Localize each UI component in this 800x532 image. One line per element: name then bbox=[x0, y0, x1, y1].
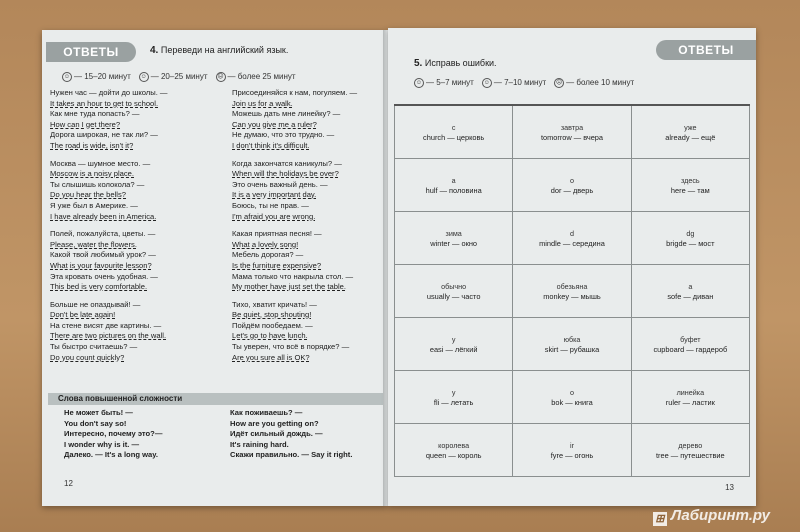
russian-line: Это очень важный день. — bbox=[232, 179, 328, 189]
table-cell bbox=[513, 159, 631, 212]
russian-line: Не думаю, что это трудно. — bbox=[232, 130, 335, 140]
english-line: Moscow is a noisy place. bbox=[50, 169, 134, 179]
left-page bbox=[42, 30, 387, 506]
russian-line: Ты уверен, что всё в порядке? — bbox=[232, 342, 350, 352]
table-cell bbox=[395, 105, 513, 159]
russian-line: Тихо, хватит кричать! — bbox=[232, 299, 317, 309]
translation-group bbox=[232, 229, 357, 293]
word-pair: ruler — ластик bbox=[665, 397, 715, 407]
table-cell bbox=[631, 159, 749, 212]
russian-line: Ты быстро считаешь? — bbox=[50, 342, 138, 352]
english-line: The road is wide, isn't it? bbox=[50, 140, 134, 150]
table-cell bbox=[395, 318, 513, 371]
correction-mark: дерево bbox=[678, 440, 703, 450]
hard-line: It's raining hard. bbox=[230, 439, 289, 449]
translation-column-right bbox=[232, 88, 357, 370]
word-pair: hulf — половина bbox=[425, 185, 482, 195]
english-line: Can you give me a ruler? bbox=[232, 119, 317, 129]
translation-group bbox=[50, 88, 168, 152]
hard-line: Идёт сильный дождь. — bbox=[230, 429, 323, 439]
correction-mark: здесь bbox=[680, 175, 700, 185]
table-cell bbox=[513, 105, 631, 159]
word-pair: here — там bbox=[670, 185, 710, 195]
russian-line: Какой твой любимый урок? — bbox=[50, 250, 156, 260]
russian-line: Как мне туда попасть? — bbox=[50, 109, 140, 119]
hard-line: Как поживаешь? — bbox=[230, 408, 303, 417]
word-pair: queen — король bbox=[425, 450, 482, 460]
table-row bbox=[395, 318, 750, 371]
right-page bbox=[388, 28, 756, 506]
legend-item: ☹ — более 25 минут bbox=[217, 72, 296, 82]
sad-face-icon: ☹ bbox=[217, 74, 224, 80]
word-pair: dor — дверь bbox=[550, 185, 594, 195]
corrections-table bbox=[394, 104, 750, 477]
exercise-5-heading bbox=[414, 58, 497, 69]
smile-icon: ☺ bbox=[415, 80, 423, 86]
table-cell bbox=[395, 371, 513, 424]
hard-line: Скажи правильно. — Say it right. bbox=[230, 450, 353, 460]
correction-mark: обезьяна bbox=[556, 281, 588, 291]
word-pair: tomorrow — вчера bbox=[540, 132, 604, 142]
correction-mark: зима bbox=[445, 228, 462, 238]
hard-line: I wonder why is it. — bbox=[64, 439, 140, 449]
table-cell bbox=[395, 265, 513, 318]
english-line: My mother have just set the table. bbox=[232, 282, 346, 292]
hard-line: How are you getting on? bbox=[230, 418, 319, 428]
table-row bbox=[395, 159, 750, 212]
russian-line: Можешь дать мне линейку? — bbox=[232, 109, 341, 119]
english-line: There are two pictures on the wall. bbox=[50, 331, 167, 341]
correction-mark: y bbox=[451, 387, 456, 397]
word-pair: skirt — рубашка bbox=[544, 344, 600, 354]
correction-mark: буфет bbox=[680, 334, 701, 344]
table-cell bbox=[631, 265, 749, 318]
russian-line: Нужен час — дойти до школы. — bbox=[50, 88, 168, 97]
word-pair: easi — лёгкий bbox=[429, 344, 478, 354]
table-cell bbox=[513, 212, 631, 265]
english-line: This bed is very comfortable. bbox=[50, 282, 148, 292]
correction-mark: завтра bbox=[560, 122, 584, 132]
time-legend bbox=[62, 72, 296, 82]
correction-mark: c bbox=[451, 122, 456, 132]
translation-group bbox=[232, 88, 357, 152]
russian-line: Присоединяйся к нам, погуляем. — bbox=[232, 88, 358, 97]
correction-mark: линейка bbox=[676, 387, 705, 397]
answers-tab-right: ОТВЕТЫ bbox=[656, 40, 756, 60]
table-cell bbox=[631, 371, 749, 424]
table-cell bbox=[513, 424, 631, 477]
correction-mark: d bbox=[569, 228, 574, 238]
english-line: Be quiet, stop shouting! bbox=[232, 310, 312, 320]
exercise-4-heading bbox=[150, 45, 288, 56]
russian-line: Пойдём пообедаем. — bbox=[232, 320, 313, 330]
answers-tab-left: ОТВЕТЫ bbox=[46, 42, 136, 62]
word-pair: bok — книга bbox=[551, 397, 593, 407]
word-pair: monkey — мышь bbox=[543, 291, 601, 301]
word-pair: winter — окно bbox=[430, 238, 478, 248]
sad-face-icon: ☹ bbox=[556, 80, 563, 86]
time-legend bbox=[414, 78, 634, 88]
table-row bbox=[395, 265, 750, 318]
correction-mark: y bbox=[451, 334, 456, 344]
correction-mark: юбка bbox=[563, 334, 581, 344]
english-line: Join us for a walk. bbox=[232, 98, 293, 108]
english-line: Are you sure all is OK? bbox=[232, 352, 310, 362]
russian-line: Ты слышишь колокола? — bbox=[50, 179, 145, 189]
hard-words-left bbox=[64, 408, 162, 461]
legend-item: ☺ — 20–25 минут bbox=[140, 72, 208, 82]
word-pair: church — церковь bbox=[423, 132, 485, 142]
word-pair: fyre — огонь bbox=[550, 450, 594, 460]
russian-line: Какая приятная песня! — bbox=[232, 229, 322, 239]
english-line: It is a very important day. bbox=[232, 190, 317, 200]
hard-line: Интересно, почему это?— bbox=[64, 429, 163, 439]
russian-line: Дорога широкая, не так ли? — bbox=[50, 130, 158, 140]
exercise-number: 5. bbox=[414, 58, 423, 69]
russian-line: Мебель дорогая? — bbox=[232, 250, 304, 260]
table-row bbox=[395, 212, 750, 265]
english-line: It takes an hour to get to school. bbox=[50, 98, 159, 108]
correction-mark: a bbox=[451, 175, 456, 185]
translation-group bbox=[50, 229, 168, 293]
english-line: Please, water the flowers. bbox=[50, 239, 137, 249]
hard-line: Не может быть! — bbox=[64, 408, 133, 417]
correction-mark: dg bbox=[686, 228, 695, 238]
table-cell bbox=[513, 371, 631, 424]
hard-line: Далеко. — It's a long way. bbox=[64, 450, 158, 460]
table-row bbox=[395, 371, 750, 424]
russian-line: Боюсь, ты не прав. — bbox=[232, 200, 309, 210]
translation-group bbox=[232, 300, 357, 364]
word-pair: fli — летать bbox=[433, 397, 474, 407]
russian-line: Полей, пожалуйста, цветы. — bbox=[50, 229, 156, 239]
table-cell bbox=[631, 318, 749, 371]
english-line: What a lovely song! bbox=[232, 239, 299, 249]
correction-mark: a bbox=[688, 281, 693, 291]
word-pair: mindle — середина bbox=[539, 238, 605, 248]
legend-item: ☺ — 15–20 минут bbox=[63, 72, 131, 82]
hard-words-right bbox=[230, 408, 352, 461]
legend-item: ☺ — 7–10 минут bbox=[483, 78, 547, 88]
table-cell bbox=[395, 424, 513, 477]
table-row bbox=[395, 105, 750, 159]
correction-mark: o bbox=[569, 175, 574, 185]
correction-mark: обычно bbox=[441, 281, 467, 291]
english-line: Do you hear the bells? bbox=[50, 190, 126, 200]
neutral-face-icon: ☺ bbox=[140, 74, 147, 80]
neutral-face-icon: ☺ bbox=[483, 80, 490, 86]
hard-words-bar: Слова повышенной сложности bbox=[48, 393, 393, 405]
english-line: How can I get there? bbox=[50, 119, 121, 129]
labirint-logo-icon: ⊞ bbox=[653, 512, 667, 526]
english-line: Let's go to have lunch. bbox=[232, 331, 308, 341]
translation-group bbox=[50, 300, 168, 364]
russian-line: Я уже был в Америке. — bbox=[50, 200, 138, 210]
hard-line: You don't say so! bbox=[64, 418, 127, 428]
word-pair: brigde — мост bbox=[666, 238, 715, 248]
smile-icon: ☺ bbox=[63, 74, 71, 80]
table-cell bbox=[631, 424, 749, 477]
word-pair: tree — путешествие bbox=[656, 450, 725, 460]
russian-line: Когда закончатся каникулы? — bbox=[232, 158, 342, 168]
page-number-left: 12 bbox=[64, 479, 73, 488]
legend-item: ☺ — 5–7 минут bbox=[415, 78, 474, 88]
translation-group bbox=[50, 159, 168, 223]
word-pair: already — ещё bbox=[665, 132, 716, 142]
russian-line: Москва — шумное место. — bbox=[50, 158, 151, 168]
exercise-title: Исправь ошибки. bbox=[424, 58, 497, 68]
english-line: I have already been in America. bbox=[50, 211, 157, 221]
english-line: When will the holidays be over? bbox=[232, 169, 339, 179]
russian-line: На стене висят две картины. — bbox=[50, 320, 162, 330]
table-cell bbox=[631, 212, 749, 265]
exercise-title: Переведи на английский язык. bbox=[160, 45, 289, 55]
russian-line: Эта кровать очень удобная. — bbox=[50, 271, 158, 281]
translation-column-left bbox=[50, 88, 168, 370]
table-row bbox=[395, 424, 750, 477]
table-cell bbox=[631, 105, 749, 159]
translation-group bbox=[232, 159, 357, 223]
english-line: Do you count quickly? bbox=[50, 352, 125, 362]
english-line: Don't be late again! bbox=[50, 310, 116, 320]
russian-line: Мама только что накрыла стол. — bbox=[232, 271, 354, 281]
watermark: ⊞ Лабиринт.ру bbox=[653, 507, 770, 526]
english-line: I don't think it's difficult. bbox=[232, 140, 310, 150]
table-cell bbox=[513, 318, 631, 371]
table-cell bbox=[513, 265, 631, 318]
correction-mark: ir bbox=[569, 440, 574, 450]
correction-mark: королева bbox=[438, 440, 470, 450]
table-cell bbox=[395, 159, 513, 212]
english-line: I'm afraid you are wrong. bbox=[232, 211, 316, 221]
correction-mark: уже bbox=[684, 122, 697, 132]
correction-mark: o bbox=[569, 387, 574, 397]
page-number-right: 13 bbox=[725, 483, 734, 492]
english-line: What is your favourite lesson? bbox=[50, 260, 152, 270]
table-cell bbox=[395, 212, 513, 265]
exercise-number: 4. bbox=[150, 45, 159, 56]
english-line: Is the furniture expensive? bbox=[232, 260, 322, 270]
word-pair: usually — часто bbox=[426, 291, 481, 301]
legend-item: ☹ — более 10 минут bbox=[556, 78, 635, 88]
word-pair: cupboard — гардероб bbox=[653, 344, 728, 354]
russian-line: Больше не опаздывай! — bbox=[50, 299, 141, 309]
word-pair: sofe — диван bbox=[667, 291, 714, 301]
